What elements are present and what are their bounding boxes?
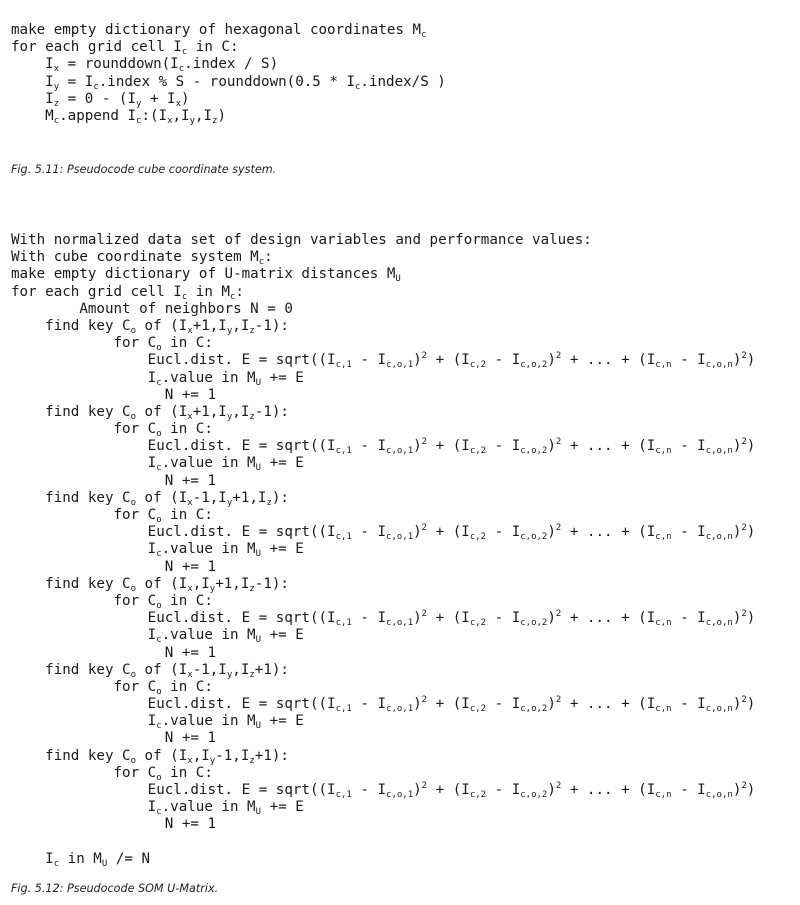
code-line: for $C_o$ in C: xyxy=(11,421,213,440)
code-line: find key $C_o$ of $(I_x-1,I_y,I_z+1)$: xyxy=(11,661,289,680)
code-line: find key $C_o$ of $(I_x+1,I_y,I_z-1)$: xyxy=(11,317,289,336)
code-line: N += 1 xyxy=(11,816,216,833)
code-line: $I_c.value$ in $M_U += E$ xyxy=(11,713,304,732)
code-line: With cube coordinate system $M_c$: xyxy=(11,249,273,268)
code-line: Eucl.dist. $E = sqrt((I_{c,1} - I_{c,o,1})^2 + (I_{c,2} - I_{c,o,2})^2$ + ... + $(I_{c,n} - I_{c,o,n})^2$) xyxy=(11,609,756,629)
code-line: for $C_o$ in C: xyxy=(11,335,213,354)
code-line: $I_c.value$ in $M_U += E$ xyxy=(11,541,304,560)
code-line: for each grid cell $I_c$ in C: xyxy=(11,39,239,58)
code-line: make empty dictionary of hexagonal coordinates $M_c$ xyxy=(11,22,427,40)
code-line: find key $C_o$ of $(I_x+1,I_y,I_z-1)$: xyxy=(11,403,289,422)
code-line: $I_y$ = $I_c.index$ % S - rounddown(0.5 * $I_c.index/S$ ) xyxy=(11,73,446,92)
code-line: Eucl.dist. $E = sqrt((I_{c,1} - I_{c,o,1})^2 + (I_{c,2} - I_{c,o,2})^2$ + ... + $(I_{c,n} - I_{c,o,n})^2$) xyxy=(11,781,756,800)
code-line: Eucl.dist. $E = sqrt((I_{c,1} - I_{c,o,1})^2 + (I_{c,2} - I_{c,o,2})^2$ + ... + $(I_{c,n} - I_{c,o,n})^2$) xyxy=(11,523,756,543)
code-line: $I_c.value$ in $M_U += E$ xyxy=(11,455,304,474)
code-line: for each grid cell $I_c$ in $M_c$: xyxy=(11,283,244,302)
code-line: $I_x$ = $rounddown(I_c.index / S)$ xyxy=(11,56,279,75)
pseudocode-cube-coordinates xyxy=(11,22,446,125)
code-line: N += 1 xyxy=(11,386,216,403)
code-line: make empty dictionary of U-matrix distances $M_U$ xyxy=(11,266,401,285)
code-line: With normalized data set of design variables and performance values: xyxy=(11,232,592,248)
code-line: for $C_o$ in C: xyxy=(11,592,213,611)
code-line: for $C_o$ in C: xyxy=(11,764,213,783)
code-line: $I_c.value$ in $M_U += E$ xyxy=(11,369,304,388)
code-line: for $C_o$ in C: xyxy=(11,507,213,525)
code-line: find key $C_o$ of $(I_x-1,I_y+1,I_z)$: xyxy=(11,489,289,508)
figure-caption-5-12: Fig. 5.12: Pseudocode SOM U-Matrix. xyxy=(11,882,219,895)
code-line: N += 1 xyxy=(11,644,216,661)
code-line: N += 1 xyxy=(11,558,216,575)
figure-caption-5-11: Fig. 5.11: Pseudocode cube coordinate system. xyxy=(11,163,277,176)
code-line xyxy=(11,834,755,851)
code-line: Eucl.dist. $E = sqrt((I_{c,1} - I_{c,o,1})^2 + (I_{c,2} - I_{c,o,2})^2$ + ... + $(I_{c,n} - I_{c,o,n})^2$) xyxy=(11,437,756,457)
pseudocode-som-u-matrix xyxy=(11,232,755,868)
code-line: find key $C_o$ of $(I_x,I_y+1,I_z-1)$: xyxy=(11,575,289,594)
code-line: $I_c.value$ in $M_U += E$ xyxy=(11,799,304,818)
code-line: for $C_o$ in C: xyxy=(11,678,213,697)
code-line: Eucl.dist. $E = sqrt((I_{c,1} - I_{c,o,1})^2 + (I_{c,2} - I_{c,o,2})^2$ + ... + $(I_{c,n} - I_{c,o,n})^2$) xyxy=(11,695,756,715)
code-line: Amount of neighbors N = 0 xyxy=(11,300,293,317)
code-line: Eucl.dist. $E = sqrt((I_{c,1} - I_{c,o,1})^2 + (I_{c,2} - I_{c,o,2})^2$ + ... + $(I_{c,n} - I_{c,o,n})^2$) xyxy=(11,351,756,371)
code-line: N += 1 xyxy=(11,472,216,489)
code-line: $M_c.append$ $I_c:(I_x,I_y,I_z)$ xyxy=(11,107,227,126)
code-line: $I_z = 0 - (I_y + I_x)$ xyxy=(11,90,190,109)
code-line: $I_c.value$ in $M_U += E$ xyxy=(11,627,304,646)
code-line: $I_c$ in $M_U /= N$ xyxy=(11,850,150,869)
code-line: N += 1 xyxy=(11,730,216,747)
code-line: find key $C_o$ of $(I_x,I_y-1,I_z+1)$: xyxy=(11,747,289,766)
